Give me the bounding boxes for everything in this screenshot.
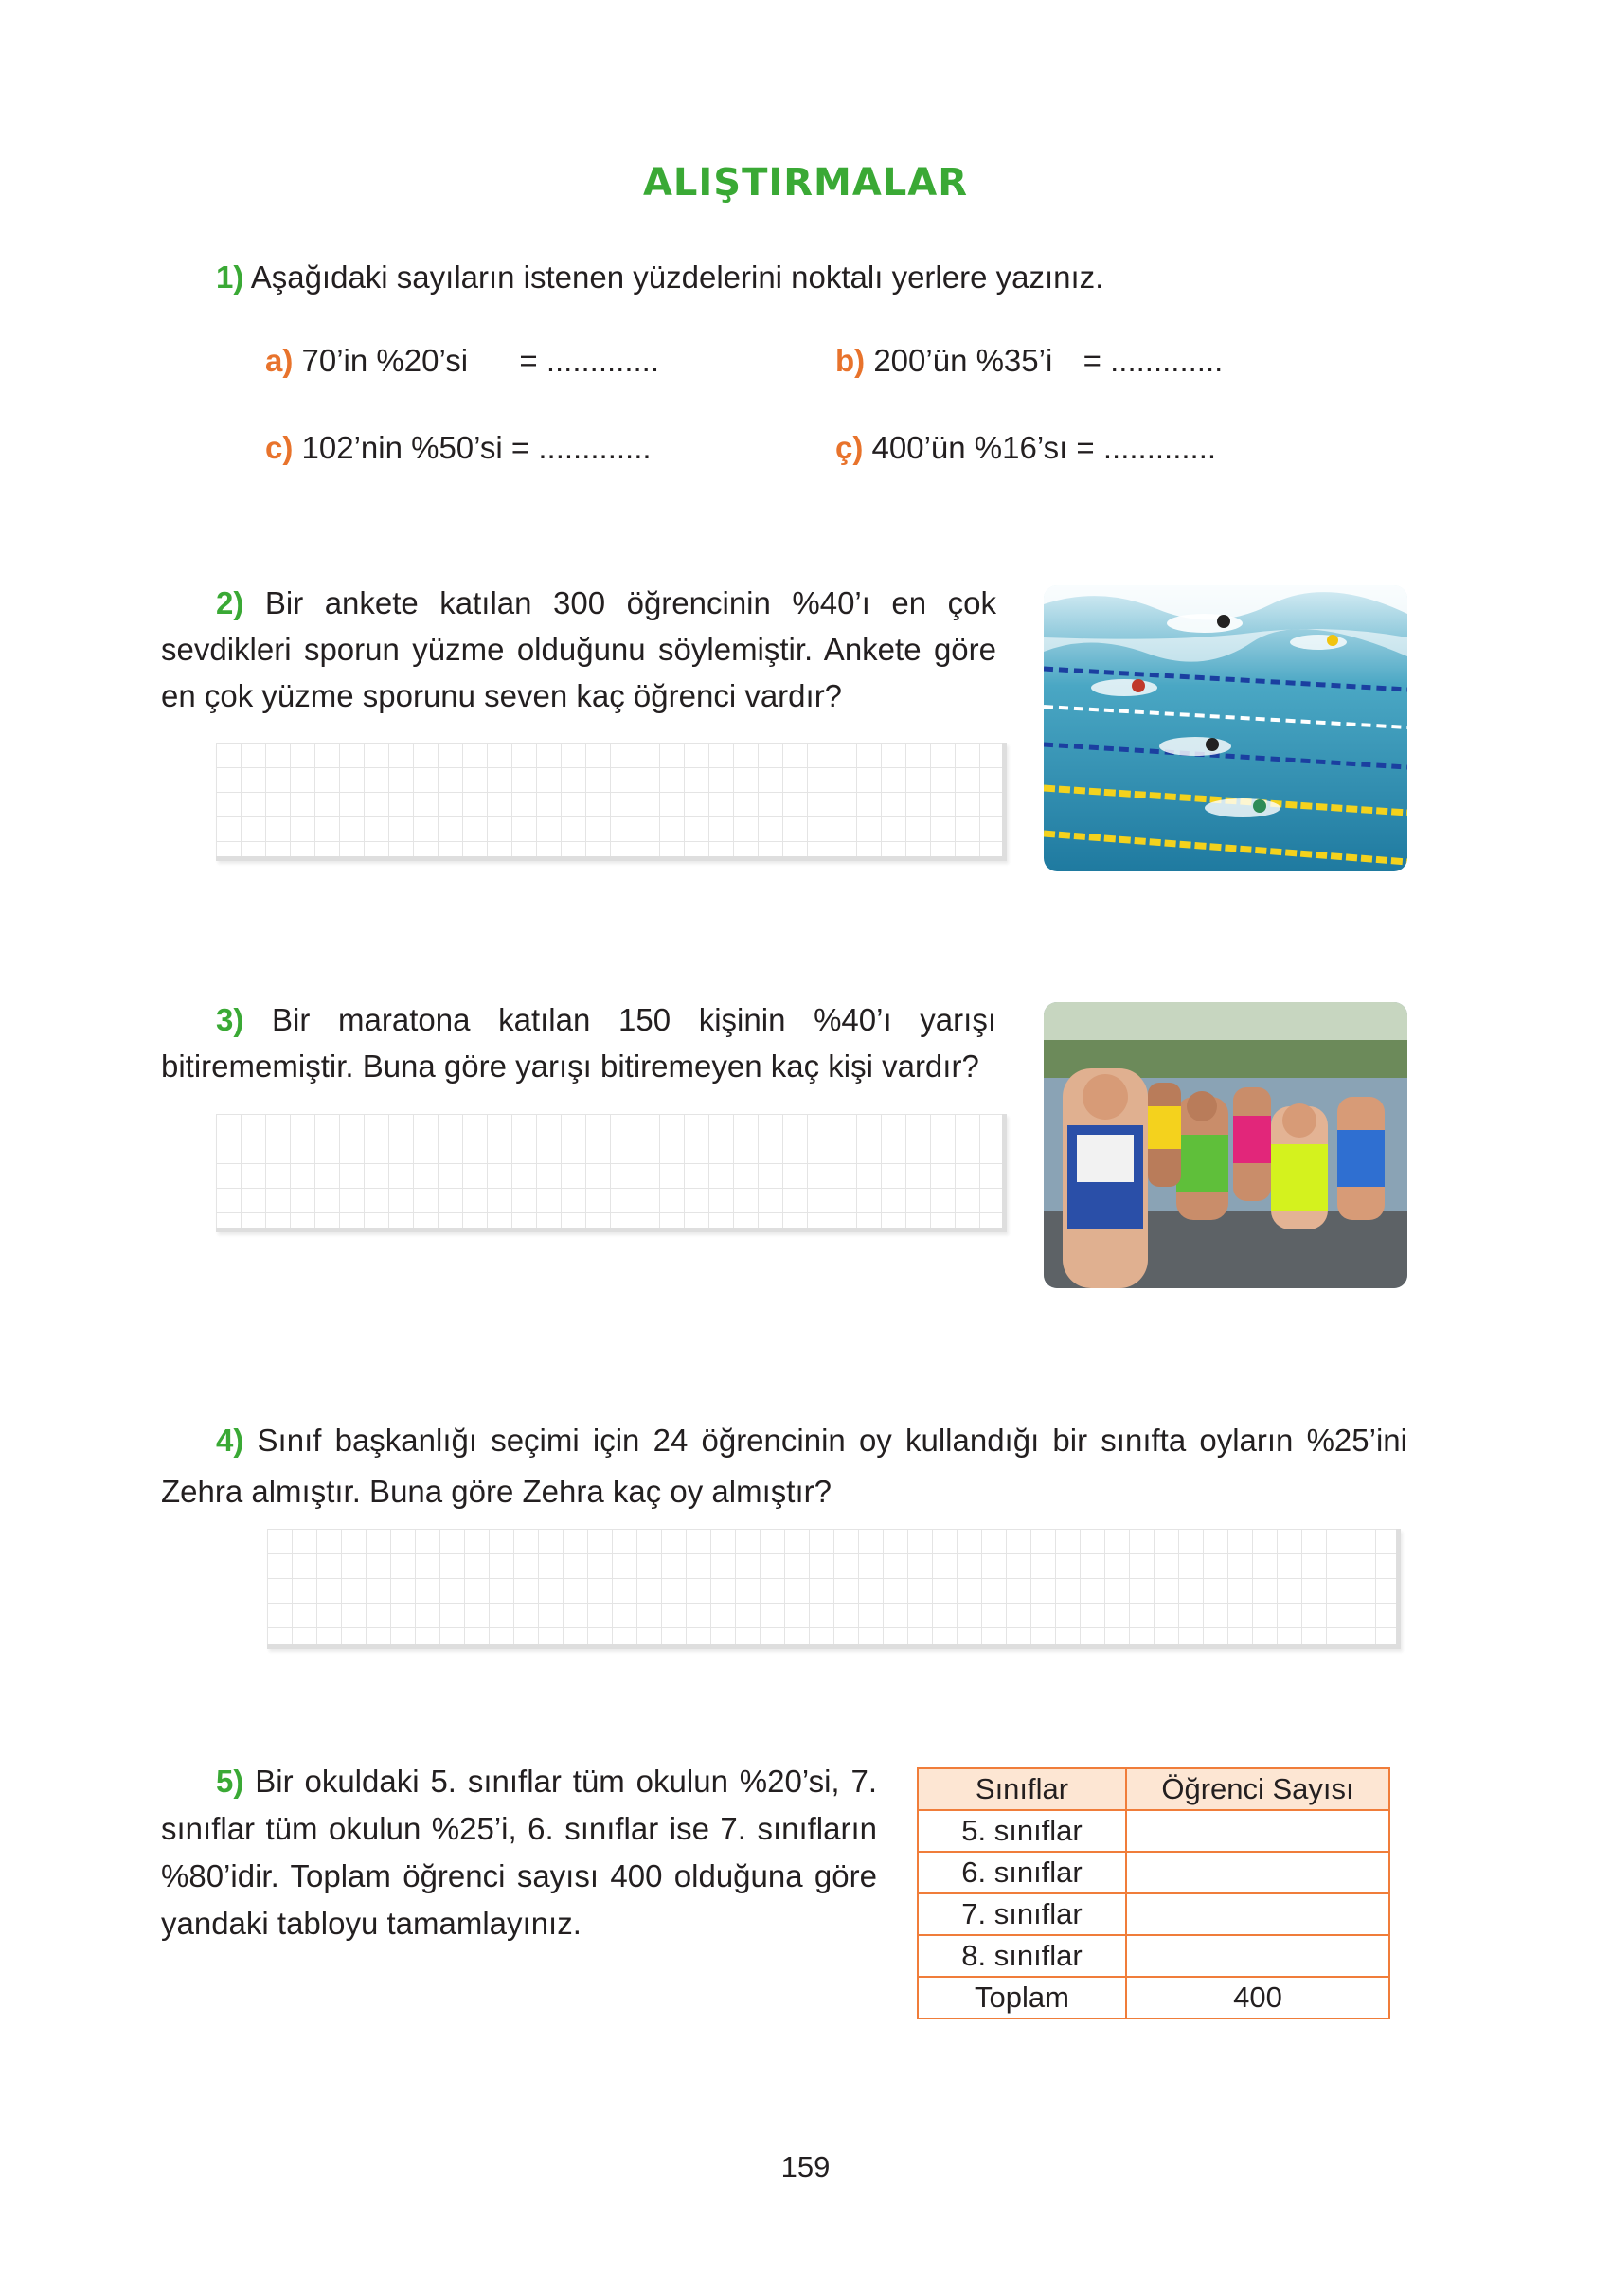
question-5-number: 5) [216,1764,244,1799]
q1-item-b-expr: 200’ün %35’i [873,343,1053,378]
question-5 [161,1758,877,1947]
question-1 [216,254,1103,300]
question-4 [161,1415,1407,1517]
table-cell-count[interactable] [1126,1852,1389,1893]
answer-grid-2[interactable] [216,743,1007,861]
question-3 [161,996,996,1089]
runners-image [1044,1002,1407,1288]
table-cell-total-value: 400 [1126,1977,1389,2018]
table-row [918,1810,1389,1852]
question-1-text: Aşağıdaki sayıların istenen yüzdelerini noktalı yerlere yazınız. [250,260,1104,295]
question-3-number: 3) [216,1002,244,1037]
table-row-total [918,1977,1389,2018]
page-number: 159 [780,2150,831,2183]
q1-item-a-blank[interactable]: ............. [546,343,660,378]
table-row [918,1852,1389,1893]
students-table [917,1767,1390,2019]
q1-item-c-equals: = [510,430,530,465]
question-2-number: 2) [216,585,244,620]
q1-item-cedilla [835,430,1216,466]
question-2-text: Bir ankete katılan 300 öğrencinin %40’ı en çok sevdikleri sporun yüzme olduğunu söylemiştir. Ankete göre en çok yüzme sporunu seven kaç öğrenci vardır? [161,585,996,713]
q1-item-b [835,343,1223,379]
table-cell-class: 7. sınıflar [918,1893,1126,1935]
q1-item-a-equals: = [519,343,538,378]
q1-item-c-label: c) [265,430,294,465]
q1-item-a-label: a) [265,343,294,378]
table-cell-count[interactable] [1126,1810,1389,1852]
swimming-photo [1044,585,1407,871]
table-row [918,1893,1389,1935]
q1-item-c-blank[interactable]: ............. [538,430,652,465]
table-header-student-count: Öğrenci Sayısı [1126,1768,1389,1810]
answer-grid-4[interactable] [267,1529,1401,1649]
table-cell-class: 6. sınıflar [918,1852,1126,1893]
question-4-number: 4) [216,1423,244,1458]
q1-item-a-expr: 70’in %20’si [301,343,469,378]
question-4-text: Sınıf başkanlığı seçimi için 24 öğrencinin oy kullandığı bir sınıfta oyların %25’ini Zehra almıştır. Buna göre Zehra kaç oy almıştır? [161,1423,1407,1509]
q1-item-b-blank[interactable]: ............. [1110,343,1224,378]
swimmers-image [1044,585,1407,871]
q1-item-c [265,430,652,466]
q1-item-cedilla-equals: = [1076,430,1095,465]
q1-item-a [265,343,659,379]
q1-item-cedilla-blank[interactable]: ............. [1102,430,1217,465]
page-title: ALIŞTIRMALAR [642,161,969,205]
table-cell-class: 5. sınıflar [918,1810,1126,1852]
question-5-text: Bir okuldaki 5. sınıflar tüm okulun %20’si, 7. sınıflar tüm okulun %25’i, 6. sınıflar ise 7. sınıfların %80’idir. Toplam öğrenci sayısı 400 olduğuna göre yandaki tabloyu tamamlayınız. [161,1764,878,1941]
table-cell-count[interactable] [1126,1893,1389,1935]
q1-item-b-label: b) [835,343,866,378]
q1-item-cedilla-label: ç) [835,430,864,465]
answer-grid-3[interactable] [216,1114,1007,1232]
table-header-row [918,1768,1389,1810]
table-cell-class: 8. sınıflar [918,1935,1126,1977]
table-cell-total-label: Toplam [918,1977,1126,2018]
q1-item-c-expr: 102’nin %50’si [301,430,503,465]
table-cell-count[interactable] [1126,1935,1389,1977]
table-header-classes: Sınıflar [918,1768,1126,1810]
table-row [918,1935,1389,1977]
question-1-number: 1) [216,260,244,295]
question-2 [161,580,996,719]
q1-item-cedilla-expr: 400’ün %16’sı [871,430,1068,465]
marathon-photo [1044,1002,1407,1288]
question-3-text: Bir maratona katılan 150 kişinin %40’ı yarışı bitirememiştir. Buna göre yarışı bitiremeyen kaç kişi vardır? [161,1002,996,1084]
q1-item-b-equals: = [1083,343,1101,378]
